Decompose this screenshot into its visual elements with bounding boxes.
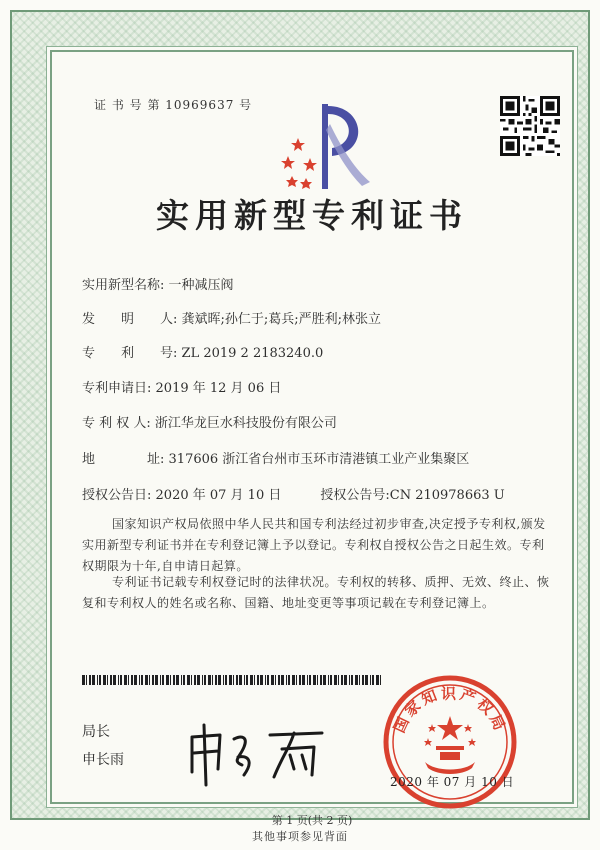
seal-text: 国家知识产权局 bbox=[390, 684, 510, 736]
certificate-number: 证 书 号 第 10969637 号 bbox=[94, 98, 253, 112]
seal-date: 2020 年 07 月 10 日 bbox=[390, 775, 515, 789]
certificate-body bbox=[50, 50, 574, 827]
statement-paragraph: 国家知识产权局依照中华人民共和国专利法经过初步审查,决定授予专利权,颁发实用新型专利证书并在专利登记簿上予以登记。专利权自授权公告之日起生效。专利权期限为十年,自申请日起算。 bbox=[82, 517, 546, 573]
field-address bbox=[82, 448, 469, 467]
field-label: 专利申请日: bbox=[82, 381, 152, 396]
field-patentee bbox=[82, 412, 337, 431]
field-utility-model-name bbox=[82, 274, 234, 293]
field-inventors bbox=[82, 308, 381, 327]
field-label: 专 利 权 人: bbox=[82, 416, 151, 431]
field-patent-number bbox=[82, 342, 323, 361]
field-label: 发 明 人: bbox=[82, 312, 178, 327]
field-value: ZL 2019 2 2183240.0 bbox=[181, 346, 324, 361]
field-value: 龚斌晖;孙仁于;葛兵;严胜利;林张立 bbox=[181, 312, 382, 327]
barcode-icon bbox=[82, 675, 382, 685]
statement-paragraph: 专利证书记载专利权登记时的法律状况。专利权的转移、质押、无效、终止、恢复和专利权人的姓名或名称、国籍、地址变更等事项记载在专利登记簿上。 bbox=[82, 575, 550, 610]
page-number: 第 1 页(共 2 页) bbox=[271, 814, 353, 827]
signature-icon bbox=[182, 717, 332, 787]
field-value: 2019 年 12 月 06 日 bbox=[155, 381, 282, 396]
signatory-title: 局长 bbox=[82, 724, 110, 740]
field-label: 授权公告日: bbox=[82, 488, 152, 503]
field-label: 实用新型名称: bbox=[82, 278, 165, 293]
official-seal-icon bbox=[380, 672, 520, 812]
field-label: 地 址: bbox=[82, 452, 165, 467]
certificate-title: 实用新型专利证书 bbox=[156, 196, 468, 235]
field-value: 2020 年 07 月 10 日 授权公告号:CN 210978663 U bbox=[155, 488, 505, 503]
field-grant-announcement bbox=[82, 484, 505, 503]
signatory-name: 申长雨 bbox=[82, 752, 124, 768]
field-value: 浙江华龙巨水科技股份有限公司 bbox=[154, 416, 337, 431]
field-value: 317606 浙江省台州市玉环市清港镇工业产业集聚区 bbox=[168, 452, 470, 467]
footer-note: 其他事项参见背面 bbox=[252, 830, 348, 843]
field-label: 专 利 号: bbox=[82, 346, 178, 361]
field-value: 一种减压阀 bbox=[168, 278, 234, 293]
cnipa-logo-icon bbox=[270, 94, 380, 194]
field-application-date bbox=[82, 377, 281, 396]
qr-code-icon bbox=[500, 96, 560, 156]
decorative-border bbox=[10, 10, 590, 827]
